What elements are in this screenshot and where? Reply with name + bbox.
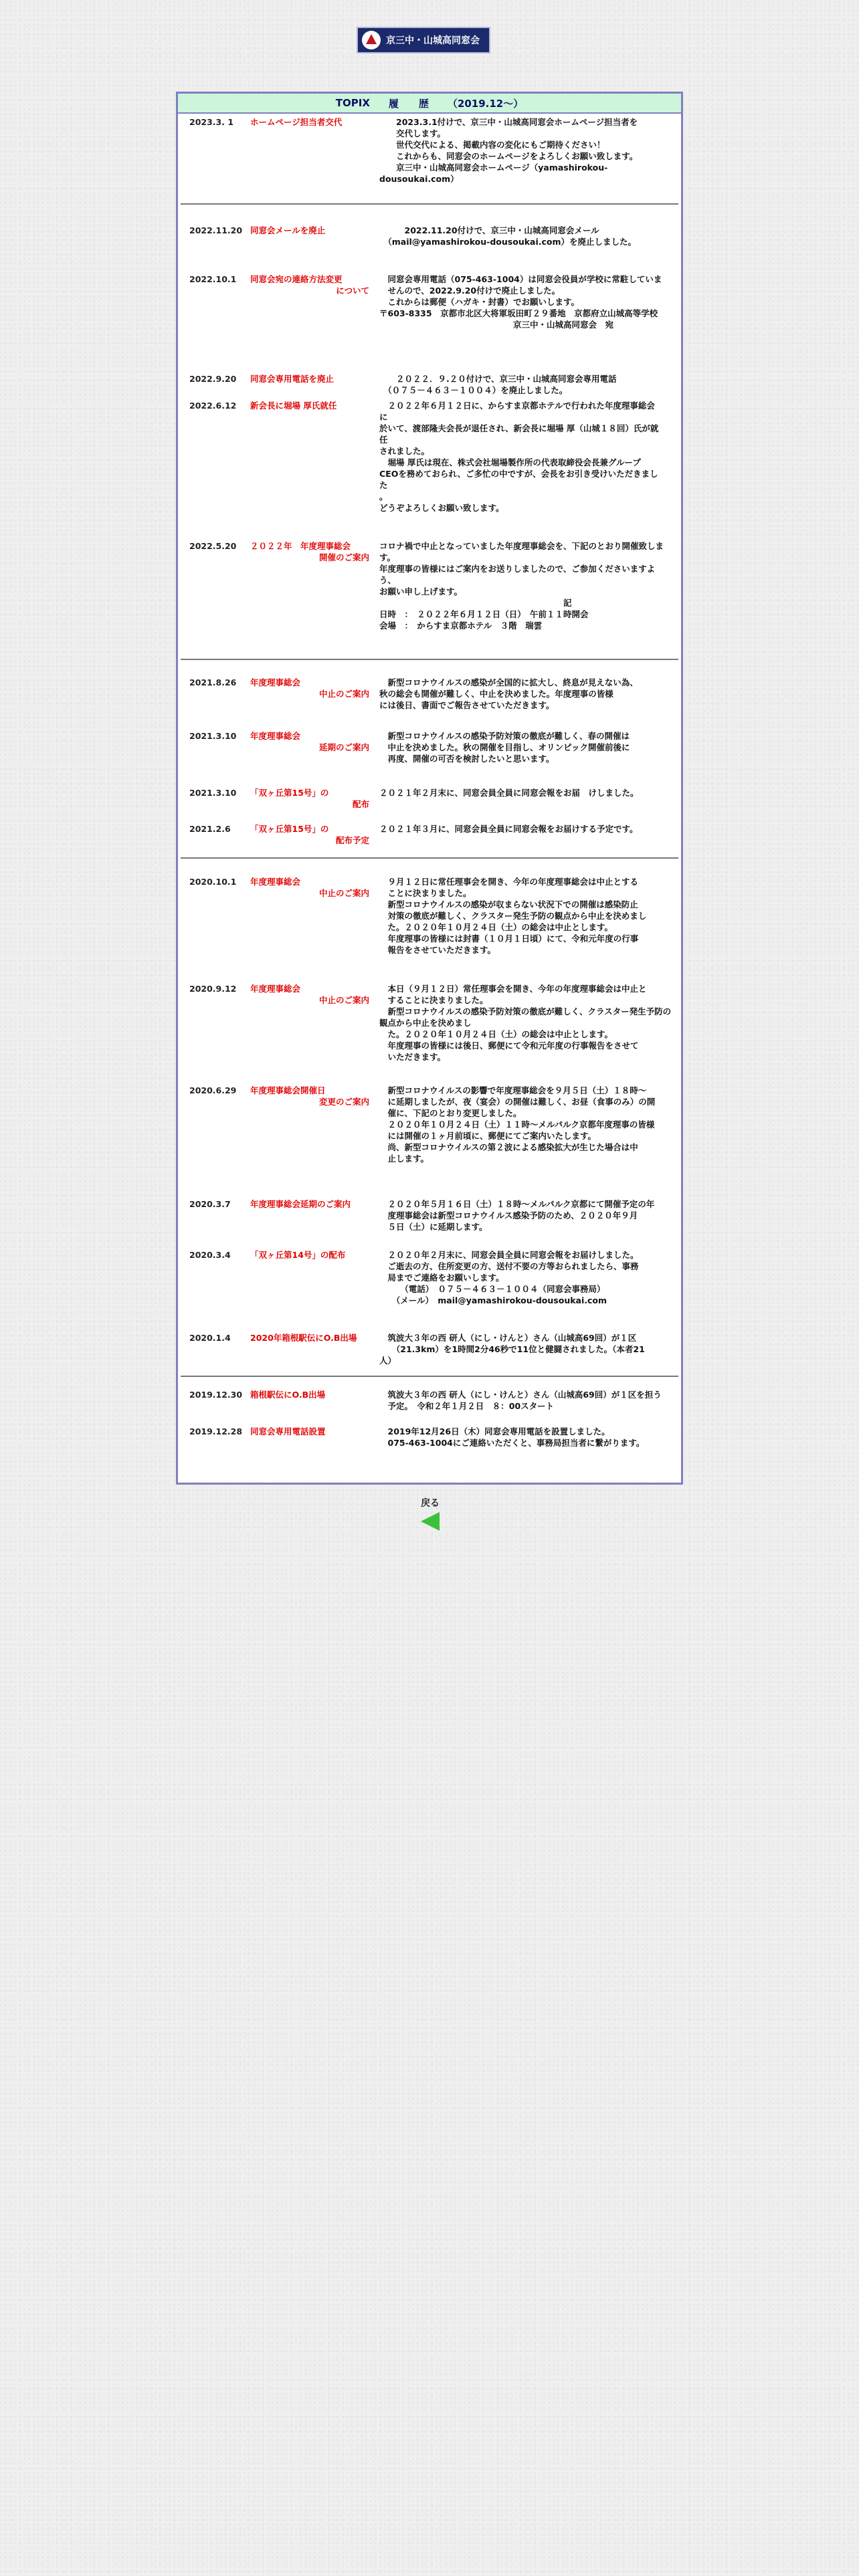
entry-date: 2021.8.26: [189, 677, 237, 687]
topix-history-panel: [176, 92, 683, 1485]
entry-body: ２０２０年５月１６日（土）１８時～メルパルク京都にて開催予定の年 度理事総会は新型コロナウイルス感染予防のため、２０２０年９月 ５日（土）に延期します。: [387, 1199, 655, 1232]
entry-body: 新型コロナウイルスの感染が全国的に拡大し、終息が見えない為、 秋の総会も開催が難しく、中止を決めました。年度理事の皆様 には後日、書面でご報告させていただきます。: [379, 677, 638, 710]
title-rireki: 履 歴: [388, 97, 429, 110]
title-since: （2019.12～）: [447, 97, 524, 110]
entry-subject: [250, 787, 369, 810]
entry-subject-line2: 変更のご案内: [318, 1097, 369, 1107]
entry-subject: [250, 400, 369, 411]
entry-body: 新型コロナウイルスの感染予防対策の徹底が難しく、春の開催は 中止を決めました。秋の開催を目指し、オリンピック開催前後に 再度、開催の可否を検討したいと思います。: [387, 731, 630, 764]
entry-subject: [250, 677, 369, 700]
section-divider: [181, 659, 678, 660]
school-emblem-icon: [362, 31, 381, 49]
entry-subject: [250, 274, 369, 296]
entry-subject-line1: 「双ヶ丘第15号」の: [250, 824, 329, 834]
entry-subject-line1: 年度理事総会: [250, 984, 301, 994]
entry-subject-line2: 中止のご案内: [318, 888, 369, 898]
entry-subject-line1: 同窓会宛の連絡方法変更: [250, 274, 343, 284]
entry-subject-line1: 同窓会メールを廃止: [250, 225, 326, 235]
entry-subject-line1: 年度理事総会開催日: [250, 1085, 326, 1095]
entry-body: ２０２２年６月１２日に、からすま京都ホテルで行われた年度理事総会 に 於いて、渡部隆夫会長が退任され、新会長に堀場 厚（山城１８回）氏が就 任 されました。 堀場 厚氏は現在、株式会社堀場製作所の代表取締役会長兼グループ CEOを務めておられ、ご多忙の中ですが、会長をお引き受けいただきまし た 。 どうぞよろしくお願い致します。: [379, 401, 659, 513]
entry-subject-line1: 年度理事総会: [250, 677, 301, 687]
entry-subject-line1: 同窓会専用電話設置: [250, 1426, 326, 1436]
entry-subject-line1: 「双ヶ丘第15号」の: [250, 788, 329, 798]
entry-subject-line1: 「双ヶ丘第14号」の配布: [250, 1250, 346, 1260]
entry-body: 同窓会専用電話（075-463-1004）は同窓会役員が学校に常駐していま せんので、2022.9.20付けで廃止しました。 これからは郵便（ハガキ・封書）でお願いします。 〒603-8335 京都市北区大将軍坂田町２９番地 京都府立山城高等学校 京三中・山城高同窓会 宛: [379, 274, 662, 330]
panel-title: [178, 94, 681, 114]
entry-date: 2022.11.20: [189, 225, 243, 235]
entry-subject: [250, 983, 369, 1006]
entry-body: ２０２２．９.２０付けで、京三中・山城高同窓会専用電話 （０７５－４６３－１００４）を廃止しました。: [387, 374, 617, 395]
entry-date: 2021.2.6: [189, 824, 231, 834]
entry-subject: [250, 823, 369, 846]
entry-subject: [250, 876, 369, 899]
left-arrow-icon[interactable]: [421, 1512, 440, 1531]
section-divider: [181, 1376, 678, 1377]
entry-subject: [250, 373, 369, 385]
entry-subject: [250, 1332, 369, 1344]
entry-body: ９月１２日に常任理事会を開き、今年の年度理事総会は中止とする ことに決まりました。 新型コロナウイルスの感染が収まらない状況下での開催は感染防止 対策の徹底が難しく、クラスター発生予防の観点から中止を決めまし た。２０２０年１０月２４日（土）の総会は中止とします。 年度理事の皆様には封書（１０月１日頃）にて、令和元年度の行事 報告をさせていただきます。: [387, 877, 647, 955]
entry-body: 筑波大３年の西 研人（にし・けんと）さん（山城高69回）が１区 （21.3km）を1時間2分46秒で11位と健闘されました。（本者21 人）: [379, 1333, 645, 1366]
entry-date: 2020.9.12: [189, 984, 237, 994]
entry-date: 2023.3. 1: [189, 117, 234, 127]
entry-subject-line1: 年度理事総会: [250, 731, 301, 741]
entry-subject-line2: 中止のご案内: [318, 689, 369, 699]
entry-subject-line1: 箱根駅伝にO.B出場: [250, 1390, 326, 1400]
entry-subject: [250, 116, 369, 128]
entry-subject-line1: 2020年箱根駅伝にO.B出場: [250, 1333, 357, 1343]
entry-subject-line2: について: [327, 286, 369, 296]
entry-date: 2020.10.1: [189, 877, 237, 887]
entry-subject-line2: 配布予定: [335, 835, 369, 845]
section-divider: [181, 203, 678, 205]
entry-body: 2019年12月26日（木）同窓会専用電話を設置しました。 075-463-1004にご連絡いただくと、事務局担当者に繋がります。: [387, 1426, 645, 1448]
entry-subject-line1: 年度理事総会: [250, 877, 301, 887]
entry-body: コロナ禍で中止となっていました年度理事総会を、下記のとおり開催致しま す。 年度理事の皆様にはご案内をお送りしましたので、ご参加くださいますよ う、 お願い申し上げます。 記 日時 ： ２０２２年６月１２日（日） 午前１１時開会 会場 ： からすま京都ホテル ３階 瑞雲: [379, 541, 664, 631]
entry-subject-line2: 延期のご案内: [318, 742, 369, 752]
entry-subject-line2: 中止のご案内: [318, 995, 369, 1005]
entry-subject: [250, 1389, 369, 1400]
entry-subject: [250, 1249, 369, 1261]
back-button[interactable]: [418, 1496, 442, 1531]
entry-date: 2020.3.7: [189, 1199, 231, 1209]
entry-subject: [250, 1198, 369, 1210]
site-logo-banner: [357, 27, 490, 53]
entry-body: ２０２１年３月に、同窓会員全員に同窓会報をお届けする予定です。: [379, 824, 638, 834]
entry-date: 2022.10.1: [189, 274, 237, 284]
entry-date: 2022.6.12: [189, 401, 237, 411]
entry-subject: [250, 1426, 369, 1437]
entry-body: 2023.3.1付けで、京三中・山城高同窓会ホームページ担当者を 交代します。 世代交代による、掲載内容の変化にもご期待ください！ これからも、同窓会のホームページをよろしくお願い致します。 京三中・山城高同窓会ホームページ（yamashirokou- dousoukai.com）: [379, 117, 638, 184]
entry-subject-line1: ホームページ担当者交代: [250, 117, 343, 127]
entry-subject: [250, 1085, 369, 1107]
entry-subject-line1: ２０２２年 年度理事総会: [250, 541, 351, 551]
entry-subject-line1: 新会長に堀場 厚氏就任: [250, 401, 337, 411]
entry-subject-line2: 開催のご案内: [318, 552, 369, 562]
entry-body: 2022.11.20付けで、京三中・山城高同窓会メール （mail@yamashirokou-dousoukai.com）を廃止しました。: [387, 225, 637, 247]
entry-subject-line1: 同窓会専用電話を廃止: [250, 374, 335, 384]
entry-subject: [250, 730, 369, 753]
entry-date: 2022.5.20: [189, 541, 237, 551]
section-divider: [181, 857, 678, 859]
entry-subject-line2: 配布: [352, 799, 369, 809]
entry-body: 本日（９月１２日）常任理事会を開き、今年の年度理事総会は中止と することに決まりました。 新型コロナウイルスの感染予防対策の徹底が難しく、クラスター発生予防の観点から中止を決めまし た。２０２０年１０月２４日（土）の総会は中止とします。 年度理事の皆様には後日、郵便にて令和元年度の行事報告をさせて いただきます。: [379, 984, 672, 1062]
entry-body: 新型コロナウイルスの影響で年度理事総会を９月５日（土）１８時～ に延期しましたが、夜（宴会）の開催は難しく、お昼（食事のみ）の開 催に、下記のとおり変更しました。 ２０２０年１０月２４日（土）１１時～メルパルク京都年度理事の皆様 には開催の１ヶ月前頃に、郵便にてご案内いたします。 尚、新型コロナウイルスの第２波による感染拡大が生じた場合は中 止します。: [387, 1085, 656, 1164]
entry-subject-line1: 年度理事総会延期のご案内: [250, 1199, 351, 1209]
entry-date: 2021.3.10: [189, 788, 237, 798]
entry-date: 2022.9.20: [189, 374, 237, 384]
banner-text: 京三中・山城高同窓会: [386, 35, 480, 46]
back-label: 戻る: [421, 1498, 440, 1509]
entry-date: 2019.12.30: [189, 1390, 243, 1400]
entry-date: 2020.1.4: [189, 1333, 231, 1343]
entry-body: ２０２０年２月末に、同窓会員全員に同窓会報をお届けしました。 ご逝去の方、住所変更の方、送付不要の方等おられましたら、事務 局までご連絡をお願いします。 （電話） ０７５－４６３－１００４（同窓会事務局） （メール） mail@yamashirokou-dousoukai.com: [387, 1250, 639, 1305]
entry-body: 筑波大３年の西 研人（にし・けんと）さん（山城高69回）が１区を担う 予定。 令和２年１月２日 ８：00スタート: [387, 1390, 662, 1411]
entry-date: 2020.6.29: [189, 1085, 237, 1095]
entry-date: 2019.12.28: [189, 1426, 243, 1436]
entry-date: 2020.3.4: [189, 1250, 231, 1260]
entry-subject: [250, 225, 369, 236]
entry-subject: [250, 540, 369, 563]
entry-body: ２０２１年２月末に、同窓会員全員に同窓会報をお届 けしました。: [379, 788, 639, 798]
entry-date: 2021.3.10: [189, 731, 237, 741]
title-topix: TOPIX: [335, 97, 370, 109]
